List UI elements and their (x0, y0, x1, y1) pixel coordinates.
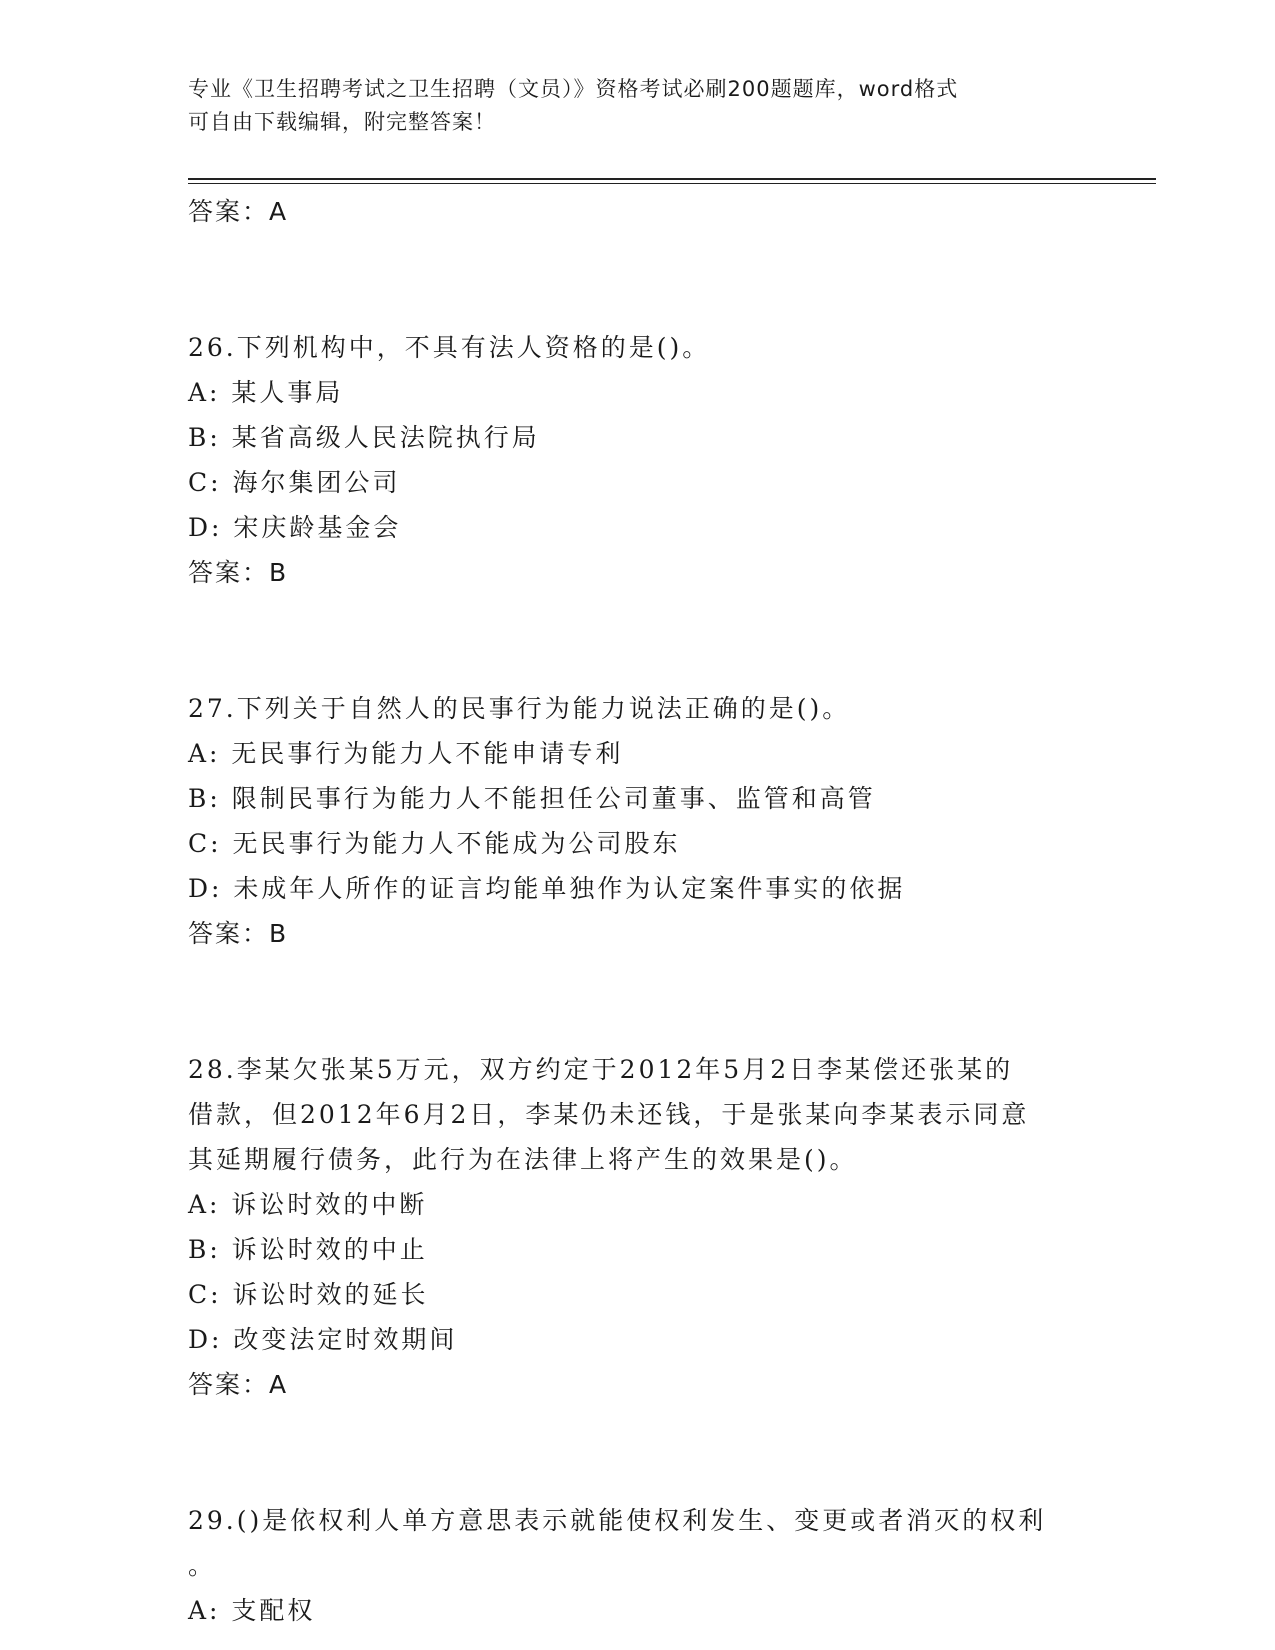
question-stem-line-1: 28.李某欠张某5万元，双方约定于2012年5月2日李某偿还张某的 (188, 1055, 1014, 1084)
question-stem-line-3: 其延期履行债务，此行为在法律上将产生的效果是()。 (188, 1145, 858, 1174)
option-a: A: 诉讼时效的中断 (188, 1190, 428, 1219)
answer-line: 答案：A (188, 1370, 289, 1399)
option-a: A: 无民事行为能力人不能申请专利 (188, 739, 624, 768)
answer-line: 答案：A (188, 197, 289, 226)
option-a: A: 某人事局 (188, 378, 344, 407)
answer-line: 答案：B (188, 558, 289, 587)
option-b: B: 诉讼时效的中止 (188, 1235, 428, 1264)
question-27 (188, 686, 1128, 956)
header-divider-thick (188, 178, 1156, 180)
option-d: D: 未成年人所作的证言均能单独作为认定案件事实的依据 (188, 874, 906, 903)
option-b: B: 某省高级人民法院执行局 (188, 423, 540, 452)
question-stem-line-2: 。 (188, 1551, 217, 1580)
option-c: C: 无民事行为能力人不能成为公司股东 (188, 829, 681, 858)
question-stem-line-2: 借款，但2012年6月2日，李某仍未还钱，于是张某向李某表示同意 (188, 1100, 1030, 1129)
document-header (188, 73, 1088, 139)
question-26 (188, 325, 1128, 595)
header-line-2: 可自由下载编辑，附完整答案！ (188, 110, 496, 134)
question-29 (188, 1498, 1128, 1633)
option-c: C: 诉讼时效的延长 (188, 1280, 429, 1309)
option-d: D: 改变法定时效期间 (188, 1325, 458, 1354)
option-b: B: 限制民事行为能力人不能担任公司董事、监管和高管 (188, 784, 876, 813)
header-divider-thin (188, 183, 1156, 184)
question-28 (188, 1047, 1128, 1407)
question-stem-line-1: 29.()是依权利人单方意思表示就能使权利发生、变更或者消灭的权利 (188, 1506, 1047, 1535)
question-stem: 27.下列关于自然人的民事行为能力说法正确的是()。 (188, 694, 851, 723)
option-c: C: 海尔集团公司 (188, 468, 401, 497)
option-a: A: 支配权 (188, 1596, 316, 1625)
question-list (188, 189, 1128, 1633)
option-d: D: 宋庆龄基金会 (188, 513, 402, 542)
header-line-1: 专业《卫生招聘考试之卫生招聘（文员）》资格考试必刷200题题库，word格式 (188, 77, 959, 101)
question-stem: 26.下列机构中，不具有法人资格的是()。 (188, 333, 711, 362)
answer-line: 答案：B (188, 919, 289, 948)
